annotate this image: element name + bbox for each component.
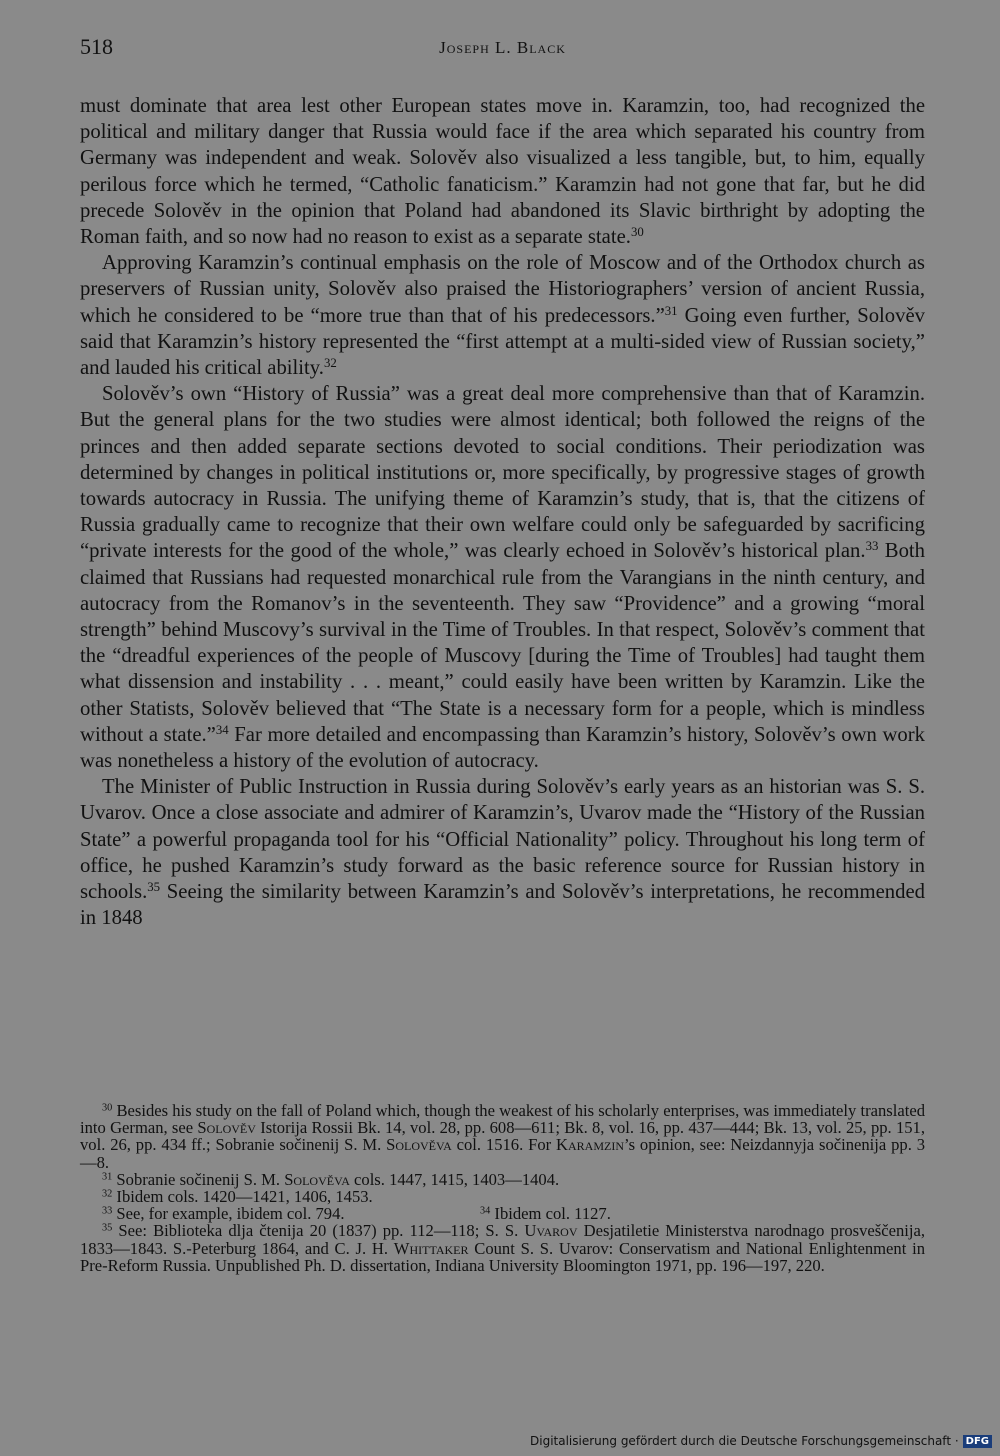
- footnote-text: ’s opinion, see: Neizdannyja sočinenija pp. 3—8.: [80, 1135, 926, 1172]
- note-ref: 34: [215, 722, 229, 737]
- footnote-35: [80, 1222, 925, 1274]
- note-ref: 31: [664, 303, 678, 318]
- author-name: Solověva: [386, 1135, 452, 1155]
- footnote-34: [480, 1205, 611, 1222]
- footnote-32: [80, 1188, 925, 1205]
- footnote-text: See: Biblioteka dlja čtenija 20 (1837) pp. 112—118; S. S.: [112, 1221, 525, 1241]
- paragraph-text: Far more detailed and encompassing than Karamzin’s history, Solověv’s own work was nonetheless a history of the evolution of autocracy.: [80, 723, 925, 773]
- author-name: Karamzin: [556, 1135, 624, 1155]
- footer-text: Digitalisierung gefördert durch die Deutsche Forschungsgemeinschaft ·: [530, 1434, 959, 1448]
- note-ref: 30: [630, 224, 644, 239]
- footnote-text: Ibidem col. 1127.: [490, 1204, 611, 1224]
- footnote-number: 32: [102, 1188, 113, 1200]
- note-ref: 35: [147, 880, 161, 895]
- footnote-text: Besides his study on the fall of Poland which, though the weakest of his scholarly enterprises, was immediately translated into German, see: [80, 1101, 925, 1138]
- author-name: Solověv: [197, 1118, 256, 1138]
- paragraph-text: The Minister of Public Instruction in Russia during Solověv’s early years as an historian was S. S. Uvarov. Once a close associate and admirer of Karamzin’s, Uvarov made the “History of the Russian State” a powerful propaganda tool for his “Official Nationality” policy. Throughout his long term of office, he pushed Karamzin’s study forward as the basic reference source for Russian history in schools.: [80, 776, 925, 904]
- paragraph-1: [80, 93, 925, 250]
- footnote-33: [80, 1205, 480, 1222]
- paragraph-2: [80, 250, 925, 381]
- paragraph-text: Seeing the similarity between Karamzin’s and Solověv’s interpretations, he recommended in 1848: [80, 881, 925, 930]
- page-header: [80, 34, 925, 64]
- footnote-text: Istorija Rossii Bk. 14, vol. 28, pp. 608—611; Bk. 8, vol. 16, pp. 437—444; Bk. 13, vol. 25, pp. 151, vol. 26, pp. 434 ff.; Sobranie sočinenij S. M.: [80, 1118, 925, 1155]
- footnote-number: 35: [102, 1222, 113, 1234]
- footnote-row: [80, 1205, 925, 1222]
- footnotes: [80, 1102, 925, 1274]
- footnote-31: [80, 1171, 925, 1188]
- footnote-text: See, for example, ibidem col. 794.: [112, 1204, 345, 1224]
- author-name: Uvarov: [524, 1221, 578, 1241]
- footnote-text: cols. 1447, 1415, 1403—1404.: [349, 1169, 560, 1189]
- footnote-number: 33: [102, 1205, 113, 1217]
- footnote-number: 34: [480, 1205, 491, 1217]
- author-name: Solověva: [284, 1169, 350, 1189]
- author-name: Whittaker: [393, 1238, 469, 1258]
- note-ref: 33: [865, 539, 879, 554]
- paragraph-4: [80, 774, 925, 931]
- footnote-text: Count S. S. Uvarov: Conservatism and National Enlightenment in Pre-Reform Russia. Unpublished Ph. D. dissertation, Indiana University Bloomington 1971, pp. 196—197, 220.: [80, 1238, 925, 1275]
- footnote-number: 30: [102, 1102, 113, 1114]
- note-ref: 32: [323, 355, 337, 370]
- paragraph-3: [80, 381, 925, 774]
- footnote-text: Desjatiletie Ministerstva narodnago prosveščenija, 1833—1843. S.-Peterburg 1864, and C. J. H.: [80, 1221, 925, 1258]
- paragraph-text: Both claimed that Russians had requested monarchical rule from the Varangians in the ninth century, and autocracy from the Romanov’s in the seventeenth. They saw “Providence” and a growing “moral strength” behind Muscovy’s survival in the Time of Troubles. In that respect, Solověv’s comment that the “dreadful experiences of the people of Muscovy [during the Time of Troubles] had taught them what dissension and instability . . . meant,” could easily have been written by Karamzin. Like the other Statists, Solověv believed that “The State is a necessary form for a people, which is mindless without a state.”: [80, 540, 926, 746]
- running-head: Joseph L. Black: [439, 38, 566, 57]
- digitization-footer: [0, 1434, 992, 1448]
- footnote-number: 31: [102, 1171, 113, 1183]
- paragraph-text: must dominate that area lest other European states move in. Karamzin, too, had recognized the political and military danger that Russia would face if the area which separated his country from Germany was independent and weak. Solověv also visualized a less tangible, but, to him, equally perilous force which he termed, “Catholic fanaticism.” Karamzin had not gone that far, but he did precede Solověv in the opinion that Poland had abandoned its Slavic birthright by adopting the Roman faith, and so now had no reason to exist as a separate state.: [80, 95, 925, 249]
- page-number: 518: [80, 34, 113, 59]
- paragraph-text: Solověv’s own “History of Russia” was a great deal more comprehensive than that of Karamzin. But the general plans for the two studies were almost identical; both followed the reigns of the princes and then added separate sections devoted to social conditions. Their periodization was determined by changes in political institutions or, more specifically, by progressive stages of growth towards autocracy in Russia. The unifying theme of Karamzin’s study, that is, that the citizens of Russia gradually came to recognize that their own welfare could only be safeguarded by sacrificing “private interests for the good of the whole,” was clearly echoed in Solověv’s historical plan.: [80, 383, 925, 563]
- footnote-30: [80, 1102, 925, 1171]
- footnote-text: Sobranie sočinenij S. M.: [112, 1169, 285, 1189]
- body-text: [80, 93, 925, 932]
- footnote-text: col. 1516. For: [451, 1135, 557, 1155]
- paragraph-text: Approving Karamzin’s continual emphasis on the role of Moscow and of the Orthodox church as preservers of Russian unity, Solověv also praised the Historiographers’ version of ancient Russia, which he considered to be “more true than that of his predecessors.”: [80, 252, 925, 327]
- footnote-text: Ibidem cols. 1420—1421, 1406, 1453.: [112, 1187, 373, 1207]
- dfg-logo: DFG: [963, 1435, 992, 1448]
- paragraph-text: Going even further, Solověv said that Karamzin’s history represented the “first attempt at a multi-sided view of Russian society,” and lauded his critical ability.: [80, 304, 925, 380]
